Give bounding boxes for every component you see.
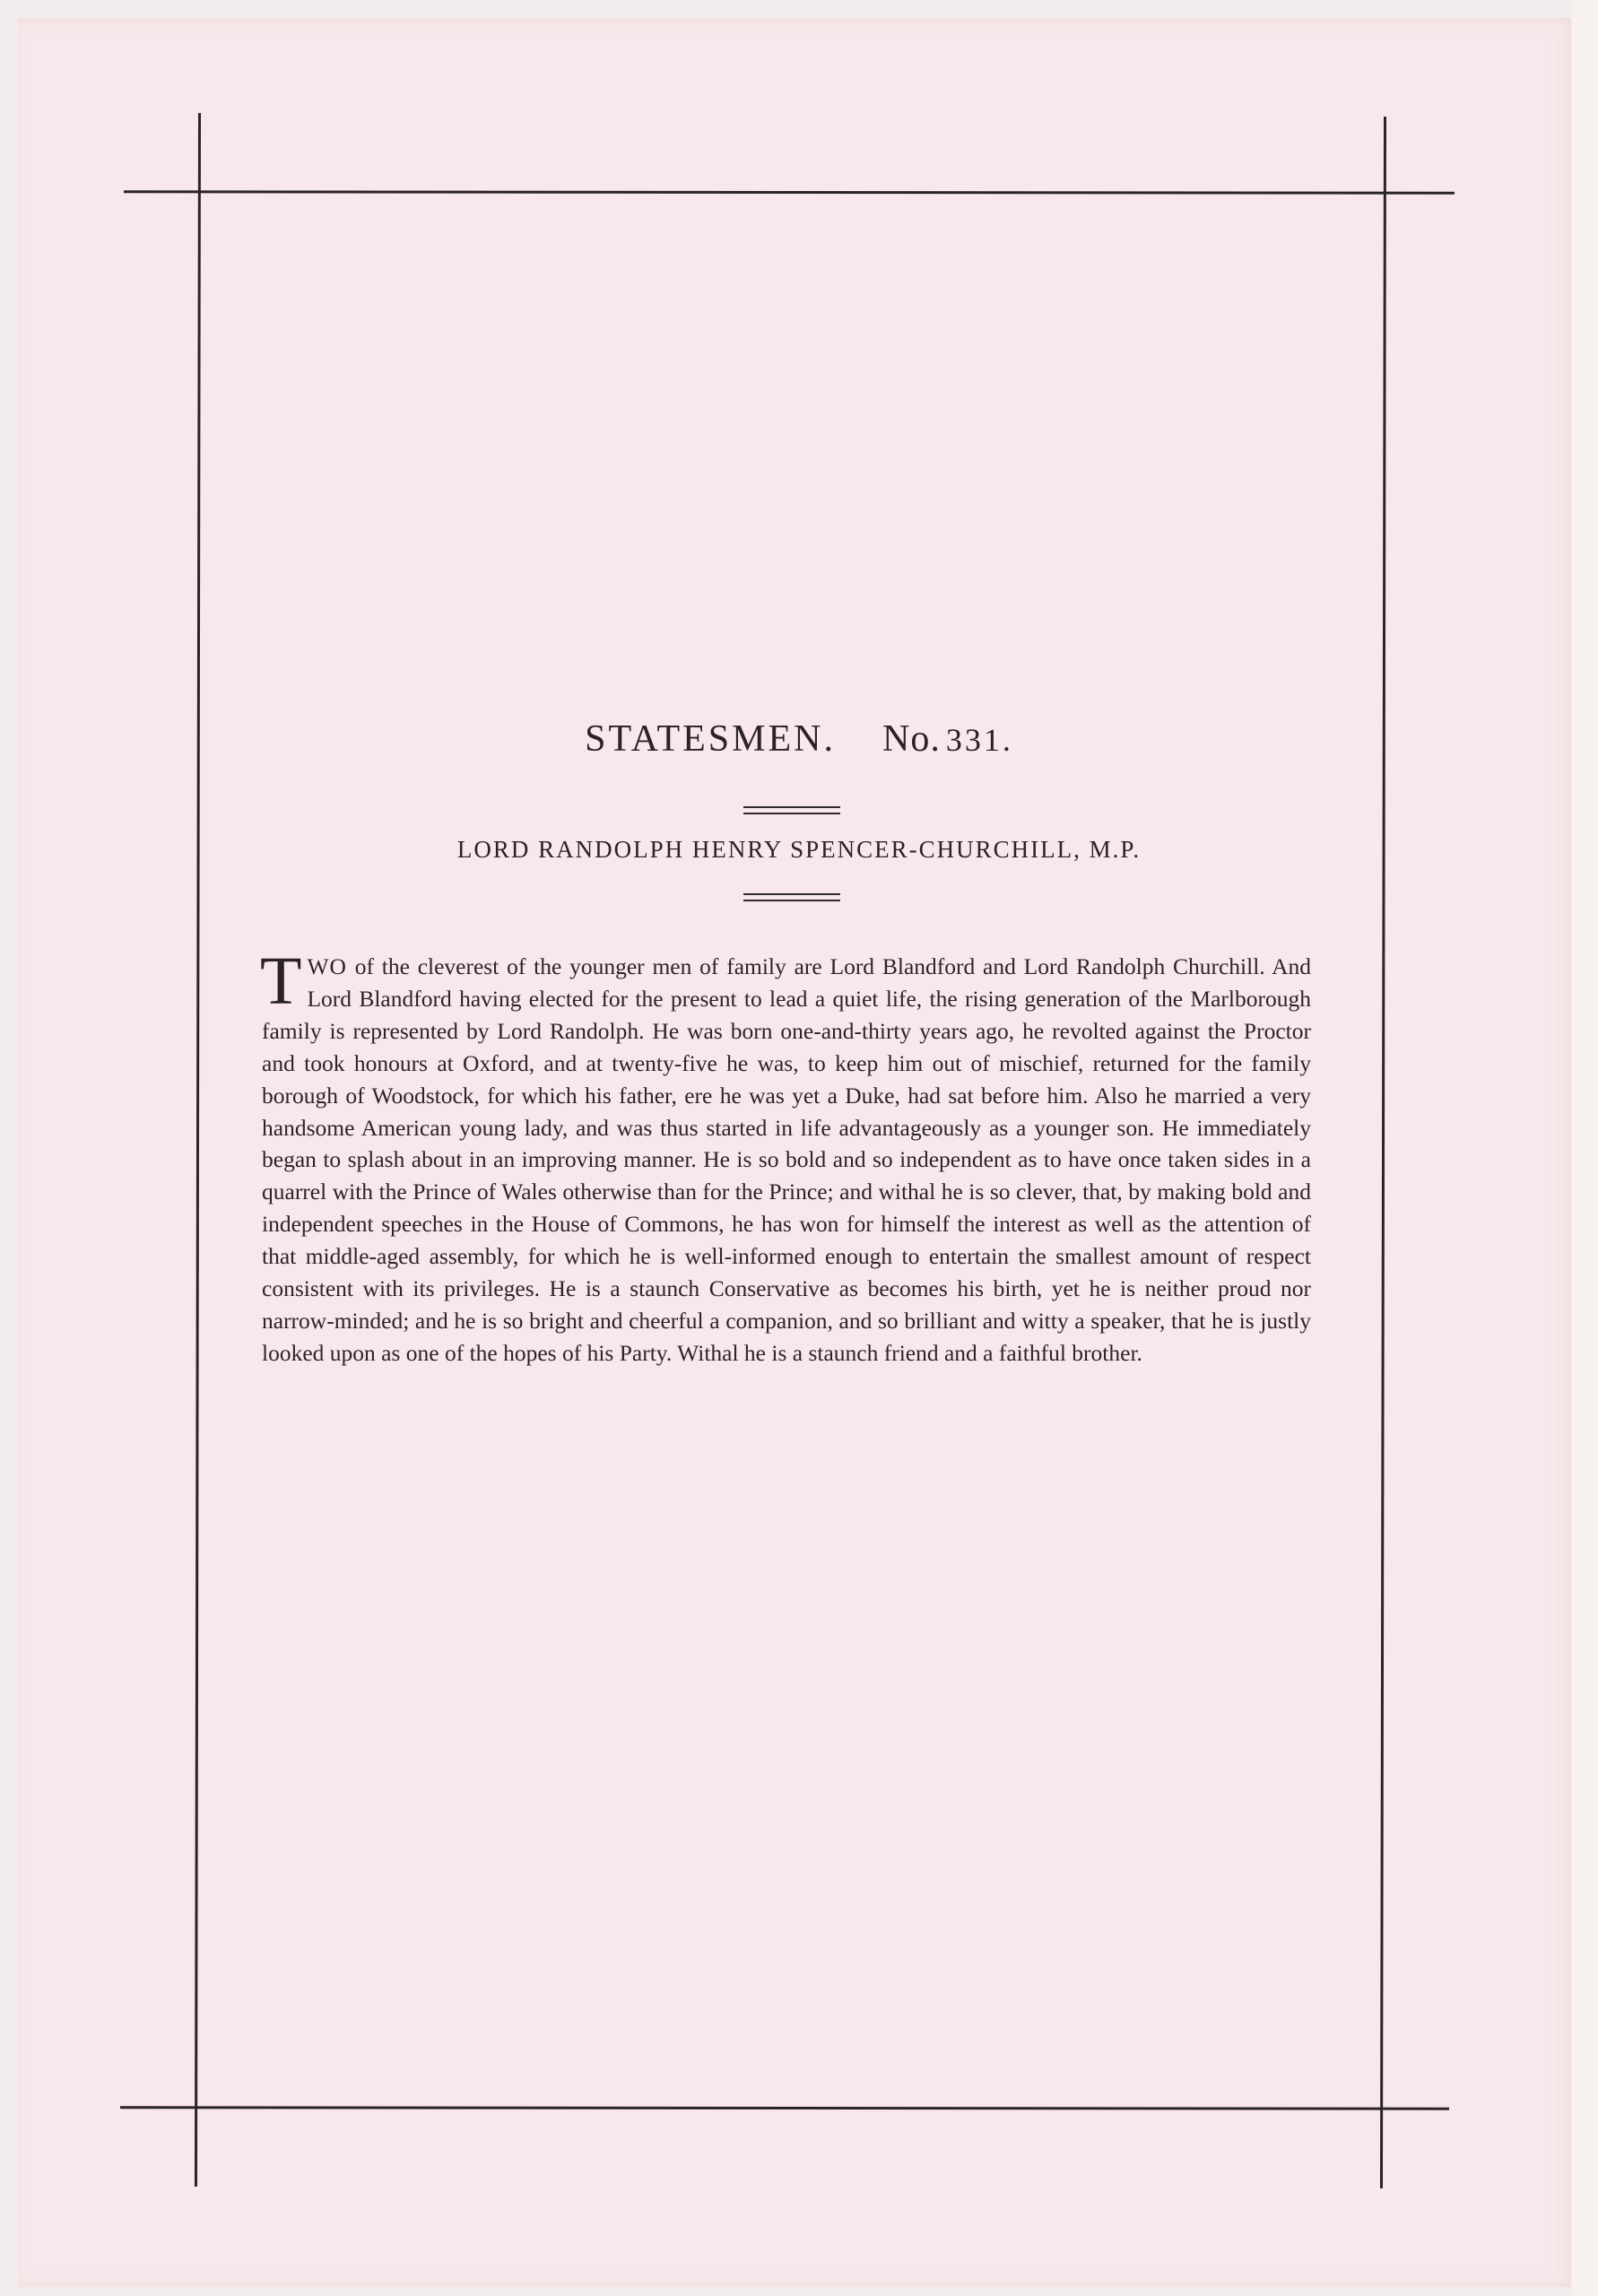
series-title: STATESMEN.	[585, 718, 836, 760]
article-body	[260, 944, 1311, 1370]
page-edge	[1571, 0, 1598, 2296]
number-value: 331.	[945, 722, 1013, 758]
double-rule-upper	[743, 806, 840, 814]
subject-name: LORD RANDOLPH HENRY SPENCER-CHURCHILL, M.P.	[456, 836, 1142, 863]
page-title	[0, 718, 1598, 761]
article-text: of the cleverest of the younger men of family are Lord Blandford and Lord Randolph Churchill. And Lord Blandford having elected for the present to lead a quiet life, the rising generation of the Marlborough family is represented by Lord Randolph. He was born one-and-thirty years ago, he revolted against the Proctor and took honours at Oxford, and at twenty-five he was, to keep him out of mischief, returned for the family borough of Woodstock, for which his father, ere he was yet a Duke, had sat before him. Also he married a very handsome American young lady, and was thus started in life advantageously as a younger son. He immediately began to splash about in an improving manner. He is so bold and so independent as to have once taken sides in a quarrel with the Prince of Wales otherwise than for the Prince; and withal he is so clever, that, by making bold and independent speeches in the House of Commons, he has won for himself the interest as well as the attention of that middle-aged assembly, for which he is well-informed enough to entertain the smallest amount of respect consistent with its privileges. He is a staunch Conservative as becomes his birth, yet he is neither proud nor narrow-minded; and he is so bright and cheerful a companion, and so brilliant and witty a speaker, that he is justly looked upon as one of the hopes of his Party. Withal he is a staunch friend and a faithful brother.	[262, 953, 1311, 1366]
double-rule-lower	[743, 893, 840, 901]
opening-caps: WO	[307, 953, 347, 979]
drop-cap: T	[260, 944, 302, 1019]
number-label: No.	[882, 718, 941, 760]
